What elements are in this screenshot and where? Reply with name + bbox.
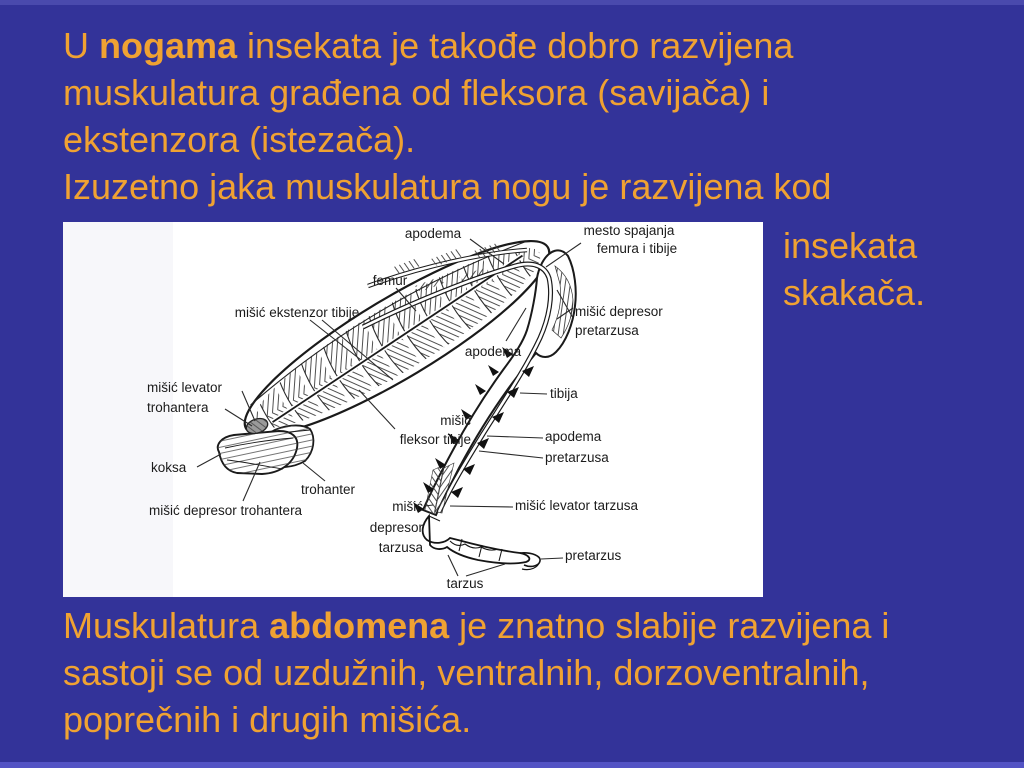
text-segment: insekata je takođe dobro razvijena <box>237 25 794 66</box>
diagram-label-fleksor-tibije-1: mišić <box>440 413 471 428</box>
diagram-label-tibija: tibija <box>550 386 578 401</box>
leg-diagram-figure <box>63 222 763 597</box>
slide-text-top <box>63 22 831 210</box>
diagram-label-tarzus: tarzus <box>446 576 484 591</box>
diagram-labels <box>147 223 677 591</box>
text-segment-bold: abdomena <box>269 605 450 646</box>
text-line <box>783 269 925 316</box>
text-segment: Muskulatura <box>63 605 270 646</box>
text-segment: Izuzetno jaka muskulatura nogu je razvijena kod <box>63 166 832 207</box>
text-line <box>63 69 831 116</box>
diagram-label-depresor-trohantera: mišić depresor trohantera <box>149 503 303 518</box>
diagram-label-mesto-spajanja-1: mesto spajanja <box>583 223 675 238</box>
diagram-label-apodema-pretarzusa-2: pretarzusa <box>545 450 609 465</box>
diagram-label-trohanter: trohanter <box>300 482 356 497</box>
diagram-label-depresor-tarzusa-2: depresor <box>369 520 423 535</box>
slide-top-edge <box>0 0 1024 5</box>
text-segment: poprečnih i drugih mišića. <box>63 699 472 740</box>
text-line <box>63 163 831 210</box>
text-line <box>63 696 889 743</box>
text-line <box>783 222 925 269</box>
diagram-label-ekstenzor-tibije: mišić ekstenzor tibije <box>234 305 360 320</box>
diagram-label-koksa: koksa <box>151 460 187 475</box>
diagram-label-levator-tarzusa: mišić levator tarzusa <box>515 498 639 513</box>
text-segment: U <box>63 25 99 66</box>
text-segment: skakača. <box>783 272 926 313</box>
text-segment: muskulatura građena od fleksora (savijača) i <box>63 72 770 113</box>
text-line <box>63 602 889 649</box>
diagram-label-depresor-pretarzusa-2: pretarzusa <box>575 323 639 338</box>
diagram-label-apodema-mid: apodema <box>464 344 522 359</box>
text-line <box>63 22 831 69</box>
insect-leg-diagram <box>63 222 763 597</box>
diagram-label-mesto-spajanja-2: femura i tibije <box>596 241 678 256</box>
text-segment: je znatno slabije razvijena i <box>449 605 890 646</box>
text-line <box>63 116 831 163</box>
diagram-label-fleksor-tibije-2: fleksor tibije <box>399 432 471 447</box>
diagram-label-depresor-pretarzusa-1: mišić depresor <box>575 304 663 319</box>
text-segment: insekata <box>783 225 918 266</box>
diagram-label-levator-trohantera-1: mišić levator <box>147 380 223 395</box>
text-segment: sastoji se od uzdužnih, ventralnih, dorzoventralnih, <box>63 652 870 693</box>
text-line <box>63 649 889 696</box>
slide-bottom-edge <box>0 762 1024 768</box>
slide-text-bottom <box>63 602 889 743</box>
text-segment: ekstenzora (istezača). <box>63 119 416 160</box>
diagram-label-apodema-pretarzusa-1: apodema <box>545 429 602 444</box>
diagram-label-depresor-tarzusa-3: tarzusa <box>378 540 423 555</box>
slide-text-side <box>783 222 925 316</box>
diagram-label-levator-trohantera-2: trohantera <box>147 400 209 415</box>
diagram-label-femur: femur <box>372 273 408 288</box>
text-segment-bold: nogama <box>99 25 238 66</box>
diagram-label-depresor-tarzusa-1: mišić <box>392 499 423 514</box>
diagram-label-apodema-top: apodema <box>404 226 462 241</box>
diagram-label-pretarzus: pretarzus <box>565 548 622 563</box>
